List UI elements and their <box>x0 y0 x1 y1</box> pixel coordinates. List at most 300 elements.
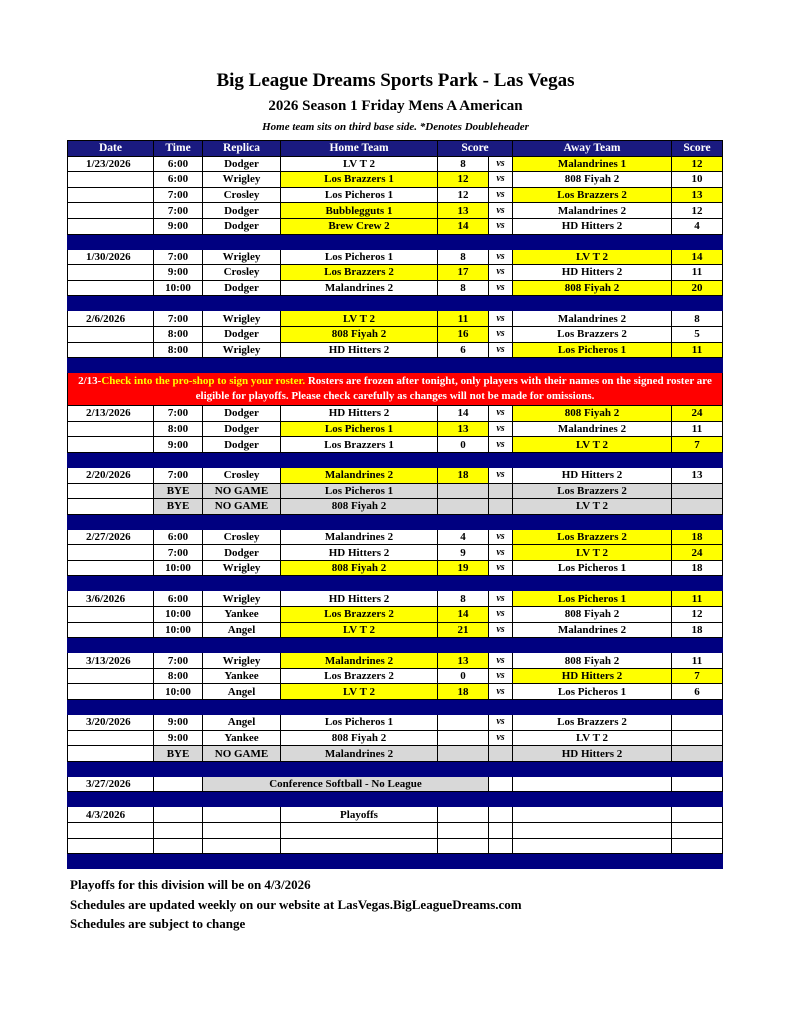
home-score-cell: 4 <box>438 529 489 545</box>
replica-cell: Crosley <box>203 529 281 545</box>
away-team-cell: 808 Fiyah 2 <box>513 406 672 422</box>
home-team-cell <box>281 838 438 854</box>
special-row <box>68 776 723 792</box>
time-cell: 6:00 <box>154 172 203 188</box>
col-header-date: Date <box>68 141 154 157</box>
away-score-cell: 12 <box>672 156 723 172</box>
separator-cell <box>68 638 723 653</box>
date-cell <box>68 545 154 561</box>
schedule-table <box>67 140 723 869</box>
date-cell: 1/23/2026 <box>68 156 154 172</box>
home-score-cell: 13 <box>438 653 489 669</box>
game-row <box>68 280 723 296</box>
home-team-cell: HD Hitters 2 <box>281 591 438 607</box>
replica-cell: Dodger <box>203 421 281 437</box>
replica-cell: Dodger <box>203 545 281 561</box>
home-team-cell: Bubblegguts 1 <box>281 203 438 219</box>
replica-cell: Wrigley <box>203 653 281 669</box>
home-score-cell <box>438 807 489 823</box>
replica-cell: Wrigley <box>203 249 281 265</box>
time-cell: 7:00 <box>154 311 203 327</box>
away-score-cell <box>672 715 723 731</box>
away-team-cell: Malandrines 1 <box>513 156 672 172</box>
away-score-cell: 5 <box>672 326 723 342</box>
date-cell <box>68 684 154 700</box>
replica-cell: Angel <box>203 715 281 731</box>
date-cell <box>68 483 154 499</box>
vs-cell: vs <box>489 280 513 296</box>
game-row <box>68 172 723 188</box>
vs-cell: vs <box>489 437 513 453</box>
time-cell: 6:00 <box>154 156 203 172</box>
game-row <box>68 156 723 172</box>
game-row <box>68 406 723 422</box>
home-team-cell <box>281 823 438 839</box>
footer-website-note: Schedules are updated weekly on our website at LasVegas.BigLeagueDreams.com <box>70 897 522 912</box>
schedule-note: Home team sits on third base side. *Denotes Doubleheader <box>262 121 529 133</box>
replica-cell: Dodger <box>203 156 281 172</box>
away-score-cell <box>672 746 723 762</box>
date-cell <box>68 622 154 638</box>
vs-cell: vs <box>489 203 513 219</box>
time-cell: 7:00 <box>154 545 203 561</box>
time-cell: 7:00 <box>154 467 203 483</box>
vs-cell: vs <box>489 529 513 545</box>
game-row <box>68 187 723 203</box>
home-team-cell: Los Picheros 1 <box>281 187 438 203</box>
vs-cell: vs <box>489 172 513 188</box>
away-team-cell <box>513 838 672 854</box>
away-score-cell: 20 <box>672 280 723 296</box>
away-team-cell: Los Picheros 1 <box>513 560 672 576</box>
away-team-cell: LV T 2 <box>513 499 672 515</box>
home-team-cell: Los Picheros 1 <box>281 715 438 731</box>
game-row <box>68 653 723 669</box>
time-cell: 7:00 <box>154 249 203 265</box>
bye-row <box>68 483 723 499</box>
week-separator <box>68 792 723 807</box>
home-score-cell: 6 <box>438 342 489 358</box>
time-cell: 9:00 <box>154 437 203 453</box>
replica-cell: Wrigley <box>203 172 281 188</box>
date-cell <box>68 823 154 839</box>
home-score-cell: 17 <box>438 265 489 281</box>
time-cell: 9:00 <box>154 265 203 281</box>
game-row <box>68 437 723 453</box>
away-score-cell: 24 <box>672 545 723 561</box>
time-cell: 10:00 <box>154 622 203 638</box>
replica-cell: Wrigley <box>203 560 281 576</box>
vs-cell: vs <box>489 311 513 327</box>
away-score-cell <box>672 807 723 823</box>
date-cell: 3/13/2026 <box>68 653 154 669</box>
week-separator <box>68 296 723 311</box>
time-cell <box>154 838 203 854</box>
away-team-cell: Los Picheros 1 <box>513 591 672 607</box>
date-cell <box>68 437 154 453</box>
separator-cell <box>68 854 723 869</box>
replica-cell: Dodger <box>203 326 281 342</box>
away-score-cell: 4 <box>672 218 723 234</box>
separator-cell <box>68 234 723 249</box>
time-cell <box>154 776 203 792</box>
away-score-cell: 7 <box>672 437 723 453</box>
vs-cell: vs <box>489 187 513 203</box>
home-team-cell: Los Brazzers 1 <box>281 172 438 188</box>
week-separator <box>68 576 723 591</box>
date-cell: 3/6/2026 <box>68 591 154 607</box>
game-row <box>68 823 723 839</box>
time-cell: 7:00 <box>154 653 203 669</box>
vs-cell: vs <box>489 715 513 731</box>
home-score-cell <box>438 746 489 762</box>
week-separator <box>68 452 723 467</box>
vs-cell: vs <box>489 249 513 265</box>
header-row <box>68 141 723 157</box>
week-separator <box>68 358 723 373</box>
vs-cell <box>489 483 513 499</box>
col-header-home-score: Score <box>438 141 513 157</box>
vs-cell <box>489 807 513 823</box>
home-team-cell: HD Hitters 2 <box>281 406 438 422</box>
away-team-cell <box>513 776 672 792</box>
week-separator <box>68 761 723 776</box>
home-score-cell: 14 <box>438 218 489 234</box>
date-cell <box>68 342 154 358</box>
time-cell: 6:00 <box>154 591 203 607</box>
home-score-cell: 21 <box>438 622 489 638</box>
date-cell <box>68 218 154 234</box>
replica-cell: Angel <box>203 622 281 638</box>
vs-cell: vs <box>489 591 513 607</box>
home-score-cell: 13 <box>438 421 489 437</box>
replica-cell: Yankee <box>203 730 281 746</box>
vs-cell: vs <box>489 622 513 638</box>
home-team-cell: 808 Fiyah 2 <box>281 326 438 342</box>
col-header-time: Time <box>154 141 203 157</box>
time-cell <box>154 807 203 823</box>
home-score-cell: 12 <box>438 172 489 188</box>
away-score-cell: 11 <box>672 421 723 437</box>
date-cell <box>68 607 154 623</box>
away-team-cell: Los Brazzers 2 <box>513 715 672 731</box>
away-score-cell: 7 <box>672 668 723 684</box>
home-team-cell: Malandrines 2 <box>281 653 438 669</box>
date-cell <box>68 560 154 576</box>
date-cell: 3/27/2026 <box>68 776 154 792</box>
time-cell: 9:00 <box>154 715 203 731</box>
away-score-cell: 12 <box>672 607 723 623</box>
date-cell: 4/3/2026 <box>68 807 154 823</box>
home-score-cell: 18 <box>438 467 489 483</box>
separator-cell <box>68 761 723 776</box>
away-team-cell: Los Brazzers 2 <box>513 483 672 499</box>
away-team-cell: HD Hitters 2 <box>513 746 672 762</box>
away-team-cell: 808 Fiyah 2 <box>513 172 672 188</box>
away-score-cell: 10 <box>672 172 723 188</box>
home-team-cell: Malandrines 2 <box>281 467 438 483</box>
game-row <box>68 591 723 607</box>
home-score-cell <box>438 483 489 499</box>
home-team-cell: LV T 2 <box>281 684 438 700</box>
game-row <box>68 529 723 545</box>
game-row <box>68 467 723 483</box>
away-team-cell: Los Brazzers 2 <box>513 326 672 342</box>
home-score-cell: 8 <box>438 280 489 296</box>
time-cell: 8:00 <box>154 342 203 358</box>
vs-cell <box>489 823 513 839</box>
game-row <box>68 668 723 684</box>
date-cell: 3/20/2026 <box>68 715 154 731</box>
home-team-cell: HD Hitters 2 <box>281 342 438 358</box>
week-separator <box>68 700 723 715</box>
away-score-cell: 18 <box>672 529 723 545</box>
away-team-cell: Los Picheros 1 <box>513 684 672 700</box>
time-cell: 9:00 <box>154 730 203 746</box>
notice-cell <box>68 373 723 406</box>
vs-cell: vs <box>489 326 513 342</box>
away-team-cell: HD Hitters 2 <box>513 218 672 234</box>
away-score-cell <box>672 838 723 854</box>
date-cell <box>68 265 154 281</box>
game-row <box>68 326 723 342</box>
vs-cell: vs <box>489 607 513 623</box>
date-cell: 2/13/2026 <box>68 406 154 422</box>
away-team-cell: Los Brazzers 2 <box>513 187 672 203</box>
replica-cell: Dodger <box>203 406 281 422</box>
away-score-cell <box>672 730 723 746</box>
away-score-cell: 8 <box>672 311 723 327</box>
away-score-cell <box>672 483 723 499</box>
replica-cell: Crosley <box>203 265 281 281</box>
date-cell: 2/6/2026 <box>68 311 154 327</box>
replica-cell <box>203 823 281 839</box>
home-team-cell: Los Picheros 1 <box>281 249 438 265</box>
date-cell <box>68 668 154 684</box>
replica-cell: NO GAME <box>203 483 281 499</box>
game-row <box>68 421 723 437</box>
home-score-cell: 0 <box>438 437 489 453</box>
replica-cell <box>203 807 281 823</box>
home-score-cell: 14 <box>438 406 489 422</box>
time-cell: 8:00 <box>154 668 203 684</box>
replica-cell: Yankee <box>203 668 281 684</box>
home-team-cell: Malandrines 2 <box>281 529 438 545</box>
away-score-cell: 11 <box>672 265 723 281</box>
home-team-cell: Los Picheros 1 <box>281 483 438 499</box>
home-score-cell: 11 <box>438 311 489 327</box>
home-team-cell: Malandrines 2 <box>281 746 438 762</box>
game-row <box>68 311 723 327</box>
bye-row <box>68 746 723 762</box>
col-header-away-team: Away Team <box>513 141 672 157</box>
home-score-cell: 19 <box>438 560 489 576</box>
game-row <box>68 715 723 731</box>
home-team-cell: 808 Fiyah 2 <box>281 730 438 746</box>
notice-prefix: 2/13- <box>78 375 102 388</box>
separator-cell <box>68 358 723 373</box>
game-row <box>68 622 723 638</box>
away-score-cell: 11 <box>672 653 723 669</box>
date-cell: 2/27/2026 <box>68 529 154 545</box>
vs-cell: vs <box>489 421 513 437</box>
replica-cell: Dodger <box>203 437 281 453</box>
away-team-cell: LV T 2 <box>513 730 672 746</box>
away-team-cell: HD Hitters 2 <box>513 265 672 281</box>
time-cell: BYE <box>154 499 203 515</box>
footer-playoffs-note: Playoffs for this division will be on 4/3/2026 <box>70 877 311 892</box>
separator-cell <box>68 452 723 467</box>
time-cell: 7:00 <box>154 203 203 219</box>
date-cell <box>68 838 154 854</box>
replica-cell: NO GAME <box>203 746 281 762</box>
col-header-away-score: Score <box>672 141 723 157</box>
vs-cell: vs <box>489 668 513 684</box>
away-score-cell: 13 <box>672 467 723 483</box>
special-label: Conference Softball - No League <box>203 776 489 792</box>
away-team-cell: Los Picheros 1 <box>513 342 672 358</box>
replica-cell: Dodger <box>203 203 281 219</box>
date-cell: 1/30/2026 <box>68 249 154 265</box>
week-separator <box>68 854 723 869</box>
game-row <box>68 684 723 700</box>
separator-cell <box>68 576 723 591</box>
home-team-cell: LV T 2 <box>281 622 438 638</box>
replica-cell <box>203 838 281 854</box>
home-score-cell: 18 <box>438 684 489 700</box>
vs-cell: vs <box>489 218 513 234</box>
home-team-cell: Playoffs <box>281 807 438 823</box>
separator-cell <box>68 514 723 529</box>
vs-cell: vs <box>489 156 513 172</box>
date-cell <box>68 172 154 188</box>
away-team-cell: LV T 2 <box>513 545 672 561</box>
time-cell: 7:00 <box>154 406 203 422</box>
away-team-cell: Los Brazzers 2 <box>513 529 672 545</box>
time-cell: 7:00 <box>154 187 203 203</box>
col-header-replica: Replica <box>203 141 281 157</box>
replica-cell: Angel <box>203 684 281 700</box>
home-score-cell: 14 <box>438 607 489 623</box>
away-score-cell: 13 <box>672 187 723 203</box>
time-cell: 9:00 <box>154 218 203 234</box>
time-cell: 10:00 <box>154 560 203 576</box>
home-score-cell: 9 <box>438 545 489 561</box>
game-row <box>68 342 723 358</box>
separator-cell <box>68 296 723 311</box>
date-cell <box>68 203 154 219</box>
away-team-cell: Malandrines 2 <box>513 203 672 219</box>
home-score-cell <box>438 838 489 854</box>
away-team-cell <box>513 823 672 839</box>
date-cell <box>68 746 154 762</box>
away-score-cell <box>672 776 723 792</box>
time-cell: 8:00 <box>154 326 203 342</box>
page-title: Big League Dreams Sports Park - Las Vegas <box>216 70 575 91</box>
away-team-cell: Malandrines 2 <box>513 311 672 327</box>
date-cell: 2/20/2026 <box>68 467 154 483</box>
away-score-cell <box>672 499 723 515</box>
away-score-cell: 6 <box>672 684 723 700</box>
home-score-cell: 12 <box>438 187 489 203</box>
home-team-cell: 808 Fiyah 2 <box>281 560 438 576</box>
home-team-cell: Los Brazzers 2 <box>281 607 438 623</box>
home-team-cell: Los Picheros 1 <box>281 421 438 437</box>
time-cell: 10:00 <box>154 684 203 700</box>
away-team-cell: LV T 2 <box>513 249 672 265</box>
home-score-cell: 0 <box>438 668 489 684</box>
date-cell <box>68 187 154 203</box>
home-team-cell: Los Brazzers 2 <box>281 668 438 684</box>
away-team-cell: LV T 2 <box>513 437 672 453</box>
replica-cell: Wrigley <box>203 311 281 327</box>
replica-cell: Wrigley <box>203 342 281 358</box>
home-score-cell: 8 <box>438 156 489 172</box>
away-score-cell: 18 <box>672 560 723 576</box>
away-team-cell: HD Hitters 2 <box>513 467 672 483</box>
replica-cell: NO GAME <box>203 499 281 515</box>
home-score-cell: 8 <box>438 591 489 607</box>
game-row <box>68 807 723 823</box>
vs-cell: vs <box>489 545 513 561</box>
home-score-cell: 16 <box>438 326 489 342</box>
notice-highlight: Check into the pro-shop to sign your roster. <box>101 375 306 388</box>
bye-row <box>68 499 723 515</box>
home-team-cell: LV T 2 <box>281 156 438 172</box>
week-separator <box>68 514 723 529</box>
time-cell: 6:00 <box>154 529 203 545</box>
away-score-cell: 11 <box>672 342 723 358</box>
vs-cell: vs <box>489 560 513 576</box>
vs-cell: vs <box>489 653 513 669</box>
away-score-cell: 14 <box>672 249 723 265</box>
away-team-cell: 808 Fiyah 2 <box>513 280 672 296</box>
vs-cell: vs <box>489 342 513 358</box>
date-cell <box>68 499 154 515</box>
vs-cell <box>489 838 513 854</box>
vs-cell: vs <box>489 730 513 746</box>
vs-cell: vs <box>489 265 513 281</box>
home-team-cell: Los Brazzers 2 <box>281 265 438 281</box>
home-team-cell: HD Hitters 2 <box>281 545 438 561</box>
replica-cell: Dodger <box>203 280 281 296</box>
home-team-cell: 808 Fiyah 2 <box>281 499 438 515</box>
replica-cell: Wrigley <box>203 591 281 607</box>
away-score-cell: 12 <box>672 203 723 219</box>
date-cell <box>68 280 154 296</box>
time-cell: 8:00 <box>154 421 203 437</box>
date-cell <box>68 730 154 746</box>
away-score-cell: 24 <box>672 406 723 422</box>
replica-cell: Dodger <box>203 218 281 234</box>
page-subtitle: 2026 Season 1 Friday Mens A American <box>268 98 523 114</box>
roster-notice <box>68 373 723 406</box>
away-score-cell: 18 <box>672 622 723 638</box>
replica-cell: Yankee <box>203 607 281 623</box>
game-row <box>68 838 723 854</box>
home-team-cell: LV T 2 <box>281 311 438 327</box>
home-score-cell <box>438 823 489 839</box>
replica-cell: Crosley <box>203 187 281 203</box>
away-score-cell: 11 <box>672 591 723 607</box>
game-row <box>68 218 723 234</box>
date-cell <box>68 326 154 342</box>
away-team-cell <box>513 807 672 823</box>
game-row <box>68 607 723 623</box>
vs-cell: vs <box>489 467 513 483</box>
vs-cell: vs <box>489 684 513 700</box>
vs-cell <box>489 776 513 792</box>
